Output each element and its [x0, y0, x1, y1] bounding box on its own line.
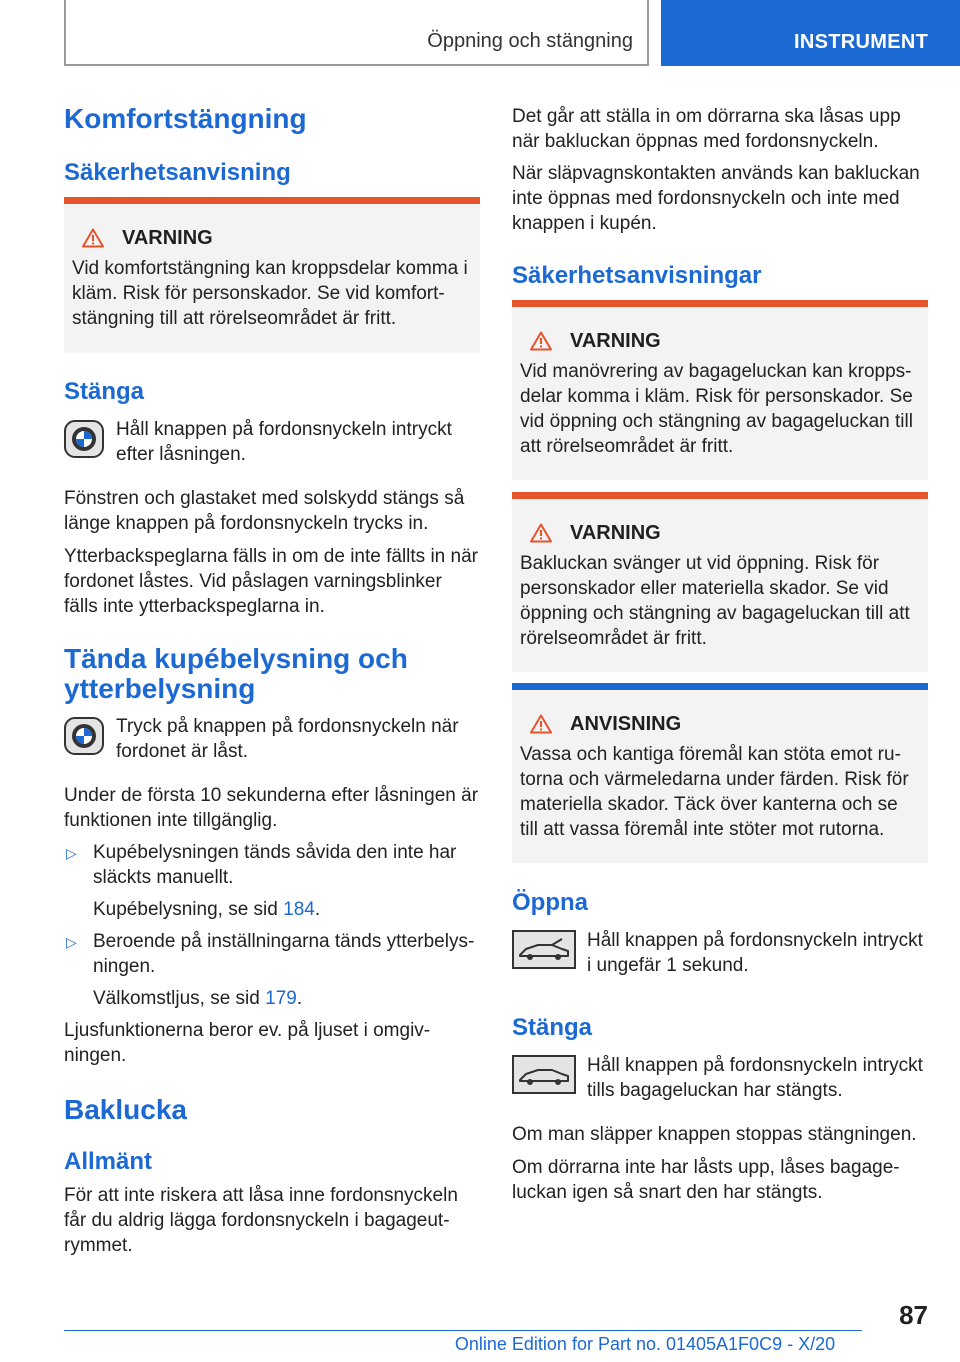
list-item: ▷ Beroende på inställningarna tänds ytterbelysningen. — [66, 931, 475, 977]
page-number: 87 — [899, 1300, 928, 1330]
paragraph-slapvagnskontakt: När släpvagnskontakten används kan bakluckan inte öppnas med fordonsnyckeln och inte med knappen i kupén. — [512, 163, 920, 234]
oppna-instruction — [512, 928, 928, 978]
paragraph-dorrar-lasas: Det går att ställa in om dörrarna ska låsas upp när bakluckan öppnas med fordonsnyckeln. — [512, 106, 901, 152]
heading-stanga: Stänga — [64, 378, 145, 405]
warning-body: Vid manövrering av bagageluckan kan kroppsdelar komma i kläm. Risk för personskador. Se vid öppning och stängning av bagageluckan till att rörelseområdet är fritt. — [520, 361, 913, 457]
oppna-instruction-text: Håll knappen på fordonsnyckeln intryckt i ungefär 1 sekund. — [587, 930, 923, 976]
stanga-instruction — [64, 417, 480, 467]
paragraph-fonstren: Fönstren och glastaket med solskydd stängs så länge knappen på fordonsnyckeln trycks in. — [64, 488, 465, 534]
paragraph-allmant: För att inte riskera att låsa inne fordonsnyckeln får du aldrig lägga fordonsnyckeln i bagageutrymmet. — [64, 1185, 458, 1256]
car-tailgate-button-icon — [512, 928, 587, 978]
paragraph-under-forsta: Under de första 10 sekunderna efter låsningen är funktionen inte tillgänglig. — [64, 785, 479, 831]
reference-kupebelysning: Kupébelysning, se sid 184. — [93, 899, 321, 920]
header-section-box — [64, 0, 649, 66]
paragraph-ljusfunktioner: Ljusfunktionerna beror ev. på ljuset i omgivningen. — [64, 1020, 431, 1066]
warning-triangle-icon — [530, 523, 552, 543]
warning-title: VARNING — [520, 329, 918, 353]
heading-sakerhetsanvisningar: Säkerhetsanvisningar — [512, 262, 762, 289]
notice-title: ANVISNING — [520, 712, 918, 736]
list-item: ▷ Kupébelysningen tänds såvida den inte har släckts manuellt. — [66, 842, 457, 888]
warning-triangle-icon — [530, 331, 552, 351]
notice-body: Vassa och kantiga föremål kan stöta emot rutorna och värmeledarna under färden. Risk för materiella skador. Täck över kanterna och se till att vassa föremål inte stöter mot rutorna. — [520, 744, 909, 840]
triangle-bullet-icon: ▷ — [66, 934, 77, 950]
warning-body: Bakluckan svänger ut vid öppning. Risk för personskador eller materiella skador. Se vid öppning och stängning av bagageluckan till att rörelseområdet är fritt. — [520, 553, 910, 649]
tanda-instruction-text: Tryck på knappen på fordonsnyckeln när fordonet är låst. — [116, 716, 459, 762]
bmw-logo-button-icon — [64, 714, 116, 764]
heading-tanda-belysning: Tända kupébelysning och ytterbelysning — [64, 643, 408, 704]
notice-box-vassa-foremal — [512, 683, 928, 863]
warning-title: VARNING — [72, 226, 470, 250]
footer-edition: Online Edition for Part no. 01405A1F0C9 - X/20 — [454, 1334, 836, 1354]
paragraph-ytterbackspeglar: Ytterbackspeglarna fälls in om de inte fällts in när fordonet låstes. Vid påslagen varningsblinker fälls inte ytterbackspeglarna in. — [64, 546, 478, 617]
warning-box-komfort — [64, 197, 480, 353]
heading-baklucka: Baklucka — [64, 1094, 187, 1125]
warning-box-manovrering — [512, 300, 928, 480]
page-link-179[interactable]: 179 — [265, 988, 297, 1009]
warning-title: VARNING — [520, 521, 918, 545]
warning-triangle-icon — [82, 228, 104, 248]
reference-valkomstljus: Välkomstljus, se sid 179. — [93, 988, 303, 1009]
header-section-title: Öppning och stängning — [427, 30, 633, 52]
page-link-184[interactable]: 184 — [283, 899, 315, 920]
heading-komfortstangning: Komfortstängning — [64, 103, 307, 134]
heading-oppna: Öppna — [512, 889, 588, 916]
chapter-tab[interactable]: INSTRUMENT — [661, 0, 960, 66]
tanda-instruction — [64, 714, 480, 764]
stanga-baklucka-instruction — [512, 1053, 928, 1103]
car-tailgate-button-icon — [512, 1053, 587, 1103]
heading-stanga-baklucka: Stänga — [512, 1014, 593, 1041]
heading-allmant: Allmänt — [64, 1148, 153, 1175]
bmw-logo-button-icon — [64, 417, 116, 467]
triangle-bullet-icon: ▷ — [66, 845, 77, 861]
stanga-instruction-text: Håll knappen på fordonsnyckeln intryckt efter låsningen. — [116, 419, 452, 465]
footer-rule — [64, 1330, 862, 1331]
warning-triangle-icon — [530, 714, 552, 734]
warning-body: Vid komfortstängning kan kroppsdelar komma i kläm. Risk för personskador. Se vid komfortstängning till att rörelseområdet är fritt. — [72, 258, 468, 329]
heading-sakerhetsanvisning: Säkerhetsanvisning — [64, 159, 291, 186]
paragraph-slapper-knappen: Om man släpper knappen stoppas stängningen. — [512, 1124, 917, 1145]
warning-box-bakluckan-svanger — [512, 492, 928, 672]
paragraph-dorrarna-last: Om dörrarna inte har låsts upp, låses bagageluckan igen så snart den har stängts. — [512, 1157, 900, 1203]
stanga-baklucka-instruction-text: Håll knappen på fordonsnyckeln intryckt tills bagageluckan har stängts. — [587, 1055, 923, 1101]
